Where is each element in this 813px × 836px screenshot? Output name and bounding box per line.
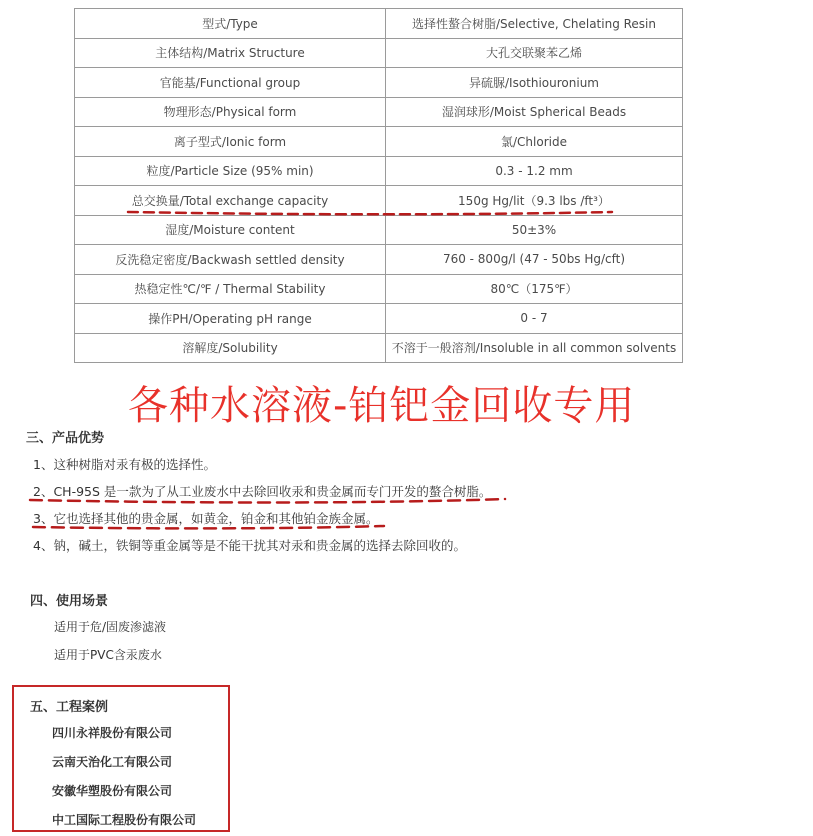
advantages-heading: 三、产品优势 bbox=[26, 431, 105, 446]
case-item-2: 云南天治化工有限公司 bbox=[52, 755, 173, 769]
spec-value: 选择性螯合树脂/Selective, Chelating Resin bbox=[386, 9, 683, 39]
spec-label: 离子型式/Ionic form bbox=[75, 127, 386, 157]
spec-label: 主体结构/Matrix Structure bbox=[75, 38, 386, 68]
spec-label: 溶解度/Solubility bbox=[75, 333, 386, 363]
spec-label: 反洗稳定密度/Backwash settled density bbox=[75, 245, 386, 275]
advantage-item-1: 1、这种树脂对汞有极的选择性。 bbox=[33, 457, 216, 472]
banner-title: 各种水溶液-铂钯金回收专用 bbox=[128, 383, 636, 429]
spec-row bbox=[75, 333, 683, 363]
spec-row bbox=[75, 186, 683, 216]
spec-row bbox=[75, 97, 683, 127]
cases-heading: 五、工程案例 bbox=[30, 700, 109, 715]
spec-row bbox=[75, 127, 683, 157]
spec-value: 不溶于一般溶剂/Insoluble in all common solvents bbox=[386, 333, 683, 363]
spec-label: 粒度/Particle Size (95% min) bbox=[75, 156, 386, 186]
spec-row bbox=[75, 9, 683, 39]
spec-value: 80℃（175℉） bbox=[386, 274, 683, 304]
usage-heading: 四、使用场景 bbox=[30, 594, 109, 609]
spec-row bbox=[75, 38, 683, 68]
usage-item-2: 适用于PVC含汞废水 bbox=[54, 648, 162, 662]
advantage-item-3: 3、它也选择其他的贵金属，如黄金，铂金和其他铂金族金属。 bbox=[33, 511, 379, 526]
spec-value: 湿润球形/Moist Spherical Beads bbox=[386, 97, 683, 127]
spec-row bbox=[75, 304, 683, 334]
spec-value: 150g Hg/lit（9.3 lbs /ft³） bbox=[386, 186, 683, 216]
spec-label: 物理形态/Physical form bbox=[75, 97, 386, 127]
spec-label: 热稳定性℃/℉ / Thermal Stability bbox=[75, 274, 386, 304]
spec-value: 50±3% bbox=[386, 215, 683, 245]
spec-value: 0 - 7 bbox=[386, 304, 683, 334]
spec-label: 官能基/Functional group bbox=[75, 68, 386, 98]
spec-table bbox=[74, 8, 683, 363]
case-item-4: 中工国际工程股份有限公司 bbox=[52, 813, 197, 827]
spec-label: 湿度/Moisture content bbox=[75, 215, 386, 245]
advantage-item-2: 2、CH-95S 是一款为了从工业废水中去除回收汞和贵金属而专门开发的螯合树脂。 bbox=[33, 484, 492, 499]
case-item-1: 四川永祥股份有限公司 bbox=[52, 726, 173, 740]
spec-label: 总交换量/Total exchange capacity bbox=[75, 186, 386, 216]
usage-item-1: 适用于危/固废渗滤液 bbox=[54, 620, 167, 634]
spec-value: 760 - 800g/l (47 - 50bs Hg/cft) bbox=[386, 245, 683, 275]
spec-value: 异硫脲/Isothiouronium bbox=[386, 68, 683, 98]
spec-label: 型式/Type bbox=[75, 9, 386, 39]
spec-row bbox=[75, 215, 683, 245]
spec-label: 操作PH/Operating pH range bbox=[75, 304, 386, 334]
spec-row bbox=[75, 68, 683, 98]
spec-value: 大孔交联聚苯乙烯 bbox=[386, 38, 683, 68]
spec-value: 氯/Chloride bbox=[386, 127, 683, 157]
spec-row bbox=[75, 245, 683, 275]
spec-row bbox=[75, 274, 683, 304]
spec-row bbox=[75, 156, 683, 186]
case-item-3: 安徽华塑股份有限公司 bbox=[52, 784, 173, 798]
advantage-item-4: 4、钠，碱土，铁铜等重金属等是不能干扰其对汞和贵金属的选择去除回收的。 bbox=[33, 538, 466, 553]
spec-value: 0.3 - 1.2 mm bbox=[386, 156, 683, 186]
